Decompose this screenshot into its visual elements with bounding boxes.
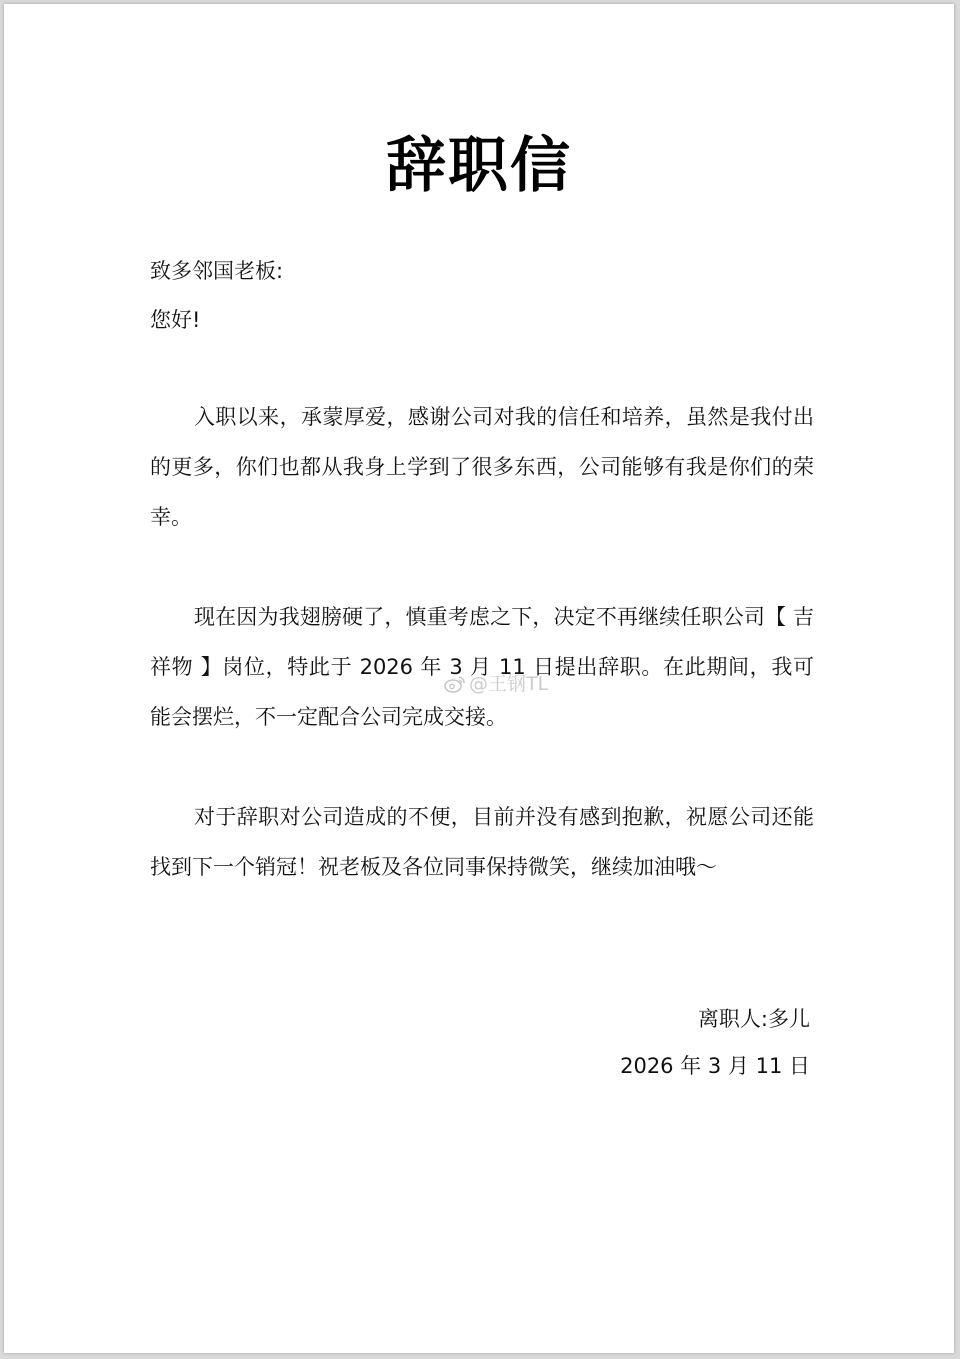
paragraph-2: 现在因为我翅膀硬了，慎重考虑之下，决定不再继续任职公司【 吉祥物 】岗位，特此于 2026 年 3 月 11 日提出辞职。在此期间，我可能会摆烂，不一定配合公司完成交接。 [150, 605, 814, 729]
letter-date: 2026 年 3 月 11 日 [620, 1054, 810, 1078]
weibo-icon [444, 675, 466, 693]
letter-title: 辞职信 [386, 131, 572, 201]
salutation: 致多邻国老板: [150, 259, 284, 283]
paragraph-1: 入职以来，承蒙厚爱，感谢公司对我的信任和培养，虽然是我付出的更多，你们也都从我身上学到了很多东西，公司能够有我是你们的荣幸。 [150, 405, 814, 529]
signature: 离职人:多儿 [697, 1007, 810, 1031]
watermark-text: @王钢TL [469, 673, 549, 695]
watermark [444, 672, 548, 696]
greeting: 您好! [150, 308, 201, 332]
letter-page [4, 4, 954, 1353]
paragraph-3: 对于辞职对公司造成的不便，目前并没有感到抱歉，祝愿公司还能找到下一个销冠！祝老板及各位同事保持微笑，继续加油哦～ [150, 805, 814, 879]
